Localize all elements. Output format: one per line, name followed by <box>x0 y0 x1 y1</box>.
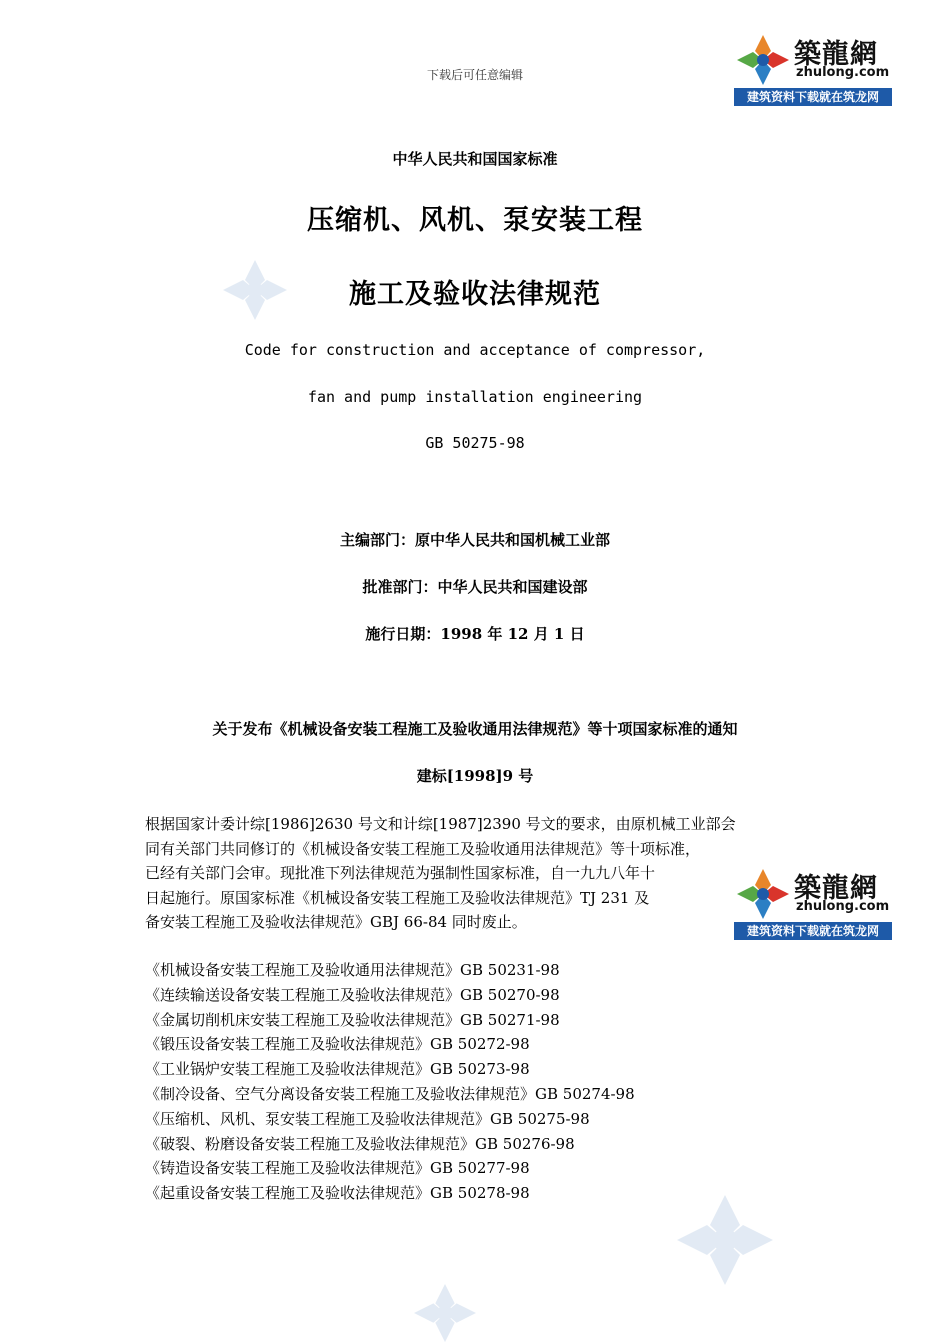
list-item: 《金属切削机床安装工程施工及验收法律规范》GB 50271-98 <box>145 1010 560 1029</box>
logo-domain: zhulong.com <box>796 65 890 80</box>
list-item: 《铸造设备安装工程施工及验收法律规范》GB 50277-98 <box>145 1159 530 1178</box>
paragraph-line: 日起施行。原国家标准《机械设备安装工程施工及验收法律规范》TJ 231 及 <box>145 888 650 907</box>
zhulong-emblem-icon <box>736 34 790 86</box>
zhulong-emblem-icon <box>736 868 790 920</box>
national-standard-label: 中华人民共和国国家标准 <box>392 150 558 168</box>
logo-domain: zhulong.com <box>796 899 890 914</box>
document-title-line2: 施工及验收法律规范 <box>349 279 601 310</box>
standard-code: GB 50275-98 <box>425 434 525 452</box>
list-item: 《起重设备安装工程施工及验收法律规范》GB 50278-98 <box>145 1184 530 1203</box>
notice-paragraph <box>145 812 805 935</box>
watermark-emblem <box>410 1282 480 1344</box>
logo-cn-name: 築龍網 <box>794 39 878 70</box>
logo-slogan: 建筑资料下载就在筑龙网 <box>734 88 892 106</box>
logo-slogan: 建筑资料下载就在筑龙网 <box>734 922 892 940</box>
effective-date: 施行日期：1998 年 12 月 1 日 <box>365 625 585 643</box>
standards-list <box>145 958 845 1206</box>
list-item: 《机械设备安装工程施工及验收通用法律规范》GB 50231-98 <box>145 961 560 979</box>
list-item: 《连续输送设备安装工程施工及验收法律规范》GB 50270-98 <box>145 985 560 1004</box>
list-item: 《制冷设备、空气分离设备安装工程施工及验收法律规范》GB 50274-98 <box>145 1084 635 1103</box>
paragraph-line: 根据国家计委计综[1986]2630 号文和计综[1987]2390 号文的要求，由原机械工业部会 <box>145 815 736 833</box>
english-title-line1: Code for construction and acceptance of compressor, <box>244 341 706 359</box>
notice-number: 建标[1998]9 号 <box>416 767 534 785</box>
paragraph-line: 同有关部门共同修订的《机械设备安装工程施工及验收通用法律规范》等十项标准， <box>145 839 701 858</box>
list-item: 《工业锅炉安装工程施工及验收法律规范》GB 50273-98 <box>145 1060 530 1079</box>
list-item: 《压缩机、风机、泵安装工程施工及验收法律规范》GB 50275-98 <box>145 1109 590 1128</box>
notice-title: 关于发布《机械设备安装工程施工及验收通用法律规范》等十项国家标准的通知 <box>212 720 738 738</box>
approval-department: 批准部门：中华人民共和国建设部 <box>362 578 588 596</box>
document-title-line1: 压缩机、风机、泵安装工程 <box>307 205 643 236</box>
logo-cn-name: 築龍網 <box>794 873 878 904</box>
english-title-line2: fan and pump installation engineering <box>307 388 643 406</box>
paragraph-line: 已经有关部门会审。现批准下列法律规范为强制性国家标准，自一九九八年十 <box>145 864 656 882</box>
paragraph-line: 备安装工程施工及验收法律规范》GBJ 66-84 同时废止。 <box>145 913 527 931</box>
editor-department: 主编部门：原中华人民共和国机械工业部 <box>339 531 610 549</box>
zhulong-logo[interactable] <box>734 32 892 106</box>
list-item: 《锻压设备安装工程施工及验收法律规范》GB 50272-98 <box>145 1035 530 1054</box>
header-note: 下载后可任意编辑 <box>426 68 523 82</box>
zhulong-logo[interactable] <box>734 866 892 940</box>
list-item: 《破裂、粉磨设备安装工程施工及验收法律规范》GB 50276-98 <box>145 1134 575 1153</box>
watermark-emblem <box>670 1192 780 1288</box>
